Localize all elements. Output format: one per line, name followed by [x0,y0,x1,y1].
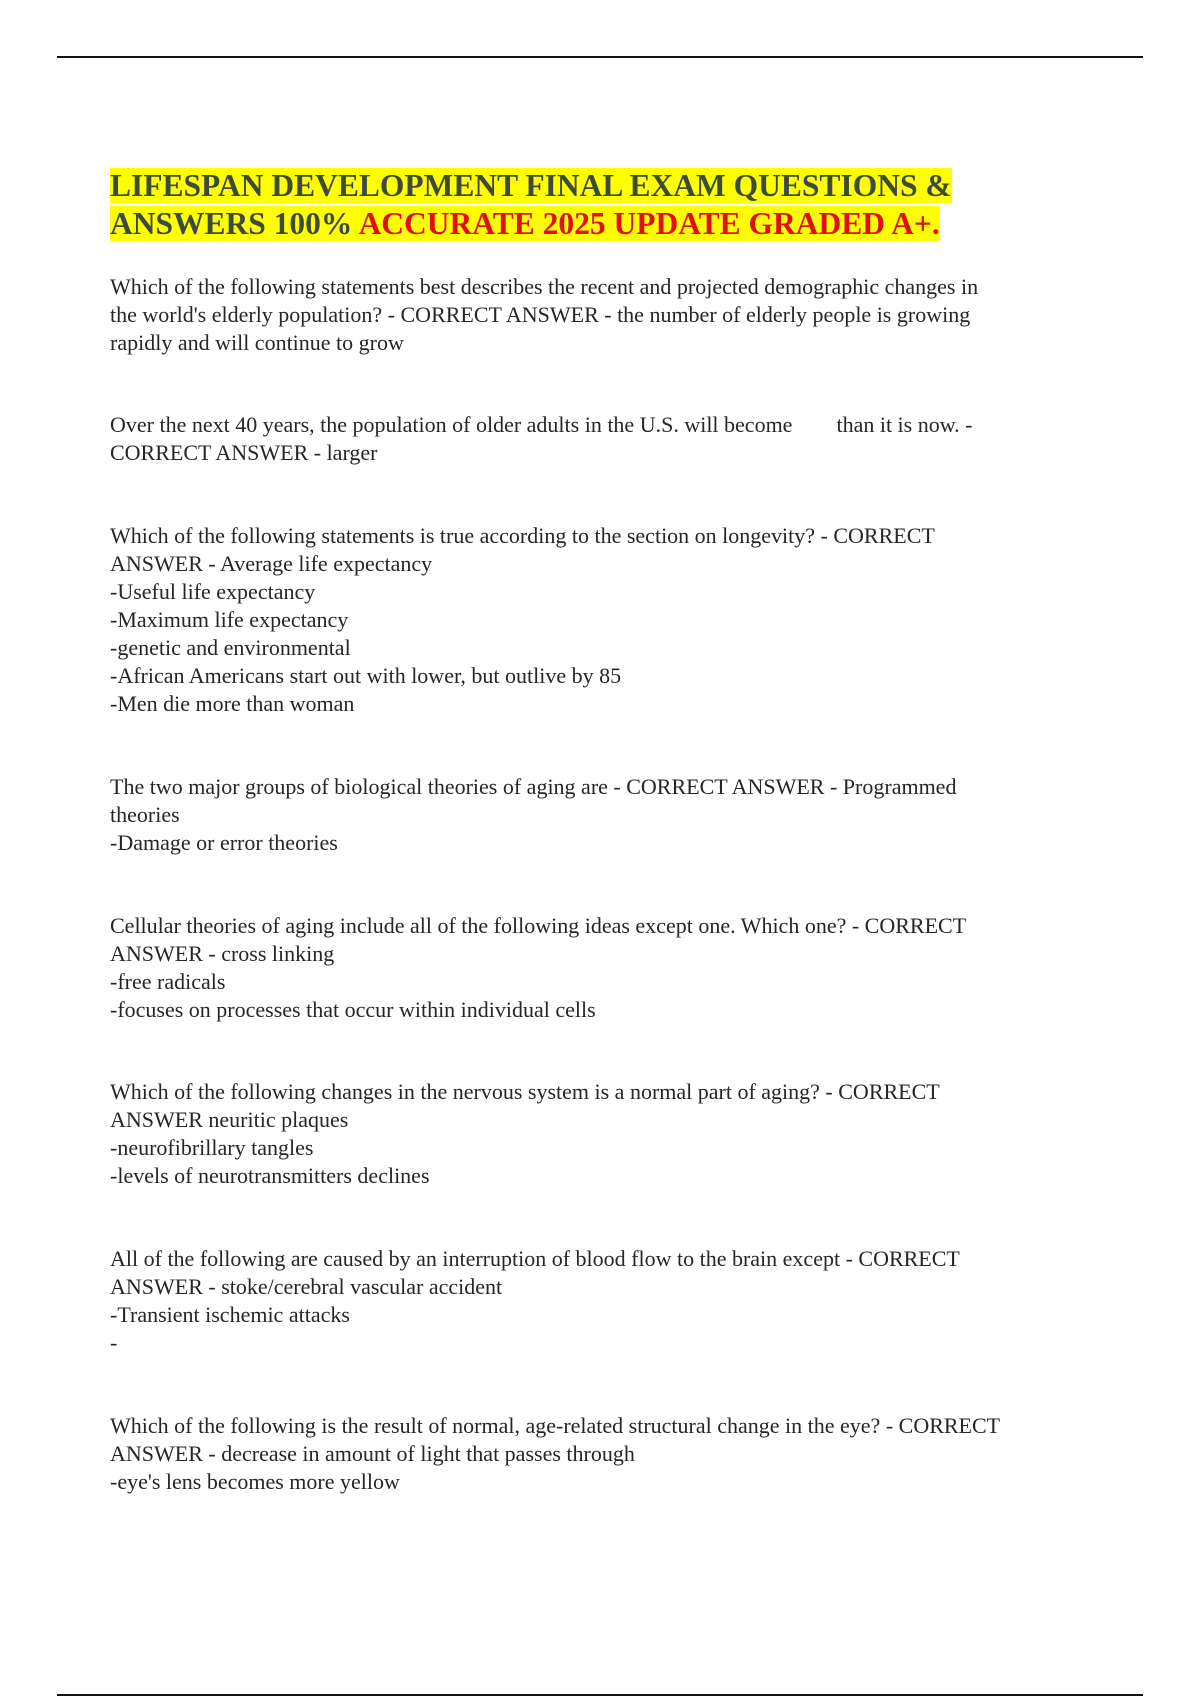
qa-line: -levels of neurotransmitters declines [110,1163,430,1188]
qa-line: Which of the following is the result of normal, age-related structural change in the eye? - CORRECT [110,1413,1001,1438]
qa-line: -genetic and environmental [110,635,351,660]
qa-item-4 [110,773,1100,857]
qa-line: -free radicals [110,969,226,994]
qa-line: -focuses on processes that occur within individual cells [110,997,596,1022]
qa-line: -Maximum life expectancy [110,607,349,632]
document-title [110,167,1110,243]
qa-line: -Damage or error theories [110,830,338,855]
qa-line: -neurofibrillary tangles [110,1135,314,1160]
qa-line: -eye's lens becomes more yellow [110,1469,400,1494]
qa-line: ANSWER - stoke/cerebral vascular accident [110,1274,503,1299]
qa-line: Which of the following statements is true according to the section on longevity? - CORRECT [110,523,935,548]
qa-line: The two major groups of biological theories of aging are - CORRECT ANSWER - Programmed [110,774,957,799]
qa-line: Over the next 40 years, the population of older adults in the U.S. will become than it is now. - [110,412,973,437]
qa-item-2 [110,411,1100,467]
qa-line: ANSWER neuritic plaques [110,1107,349,1132]
qa-line: -Useful life expectancy [110,579,316,604]
qa-line: Cellular theories of aging include all of the following ideas except one. Which one? - CORRECT [110,913,967,938]
qa-line: CORRECT ANSWER - larger [110,440,378,465]
qa-line: -African Americans start out with lower, but outlive by 85 [110,663,622,688]
qa-line: ANSWER - decrease in amount of light that passes through [110,1441,635,1466]
qa-line: ANSWER - cross linking [110,941,335,966]
qa-item-1 [110,273,1100,357]
bottom-rule [57,1694,1143,1696]
top-rule [57,56,1143,58]
qa-line: rapidly and will continue to grow [110,330,404,355]
qa-line: Which of the following statements best describes the recent and projected demographic changes in [110,274,979,299]
qa-item-5 [110,912,1100,1024]
qa-item-7 [110,1245,1100,1357]
title-part-1: LIFESPAN DEVELOPMENT FINAL EXAM QUESTIONS & ANSWERS 100% [110,168,952,241]
qa-line: the world's elderly population? - CORRECT ANSWER - the number of elderly people is growing [110,302,971,327]
qa-item-6 [110,1078,1100,1190]
qa-line: All of the following are caused by an interruption of blood flow to the brain except - CORRECT [110,1246,960,1271]
qa-line: theories [110,802,180,827]
qa-line: - [110,1330,118,1355]
qa-item-8 [110,1412,1100,1496]
qa-line: -Men die more than woman [110,691,355,716]
qa-line: ANSWER - Average life expectancy [110,551,433,576]
qa-item-3 [110,522,1100,718]
title-part-2: ACCURATE 2025 UPDATE GRADED A+. [358,206,940,241]
qa-line: Which of the following changes in the nervous system is a normal part of aging? - CORRECT [110,1079,940,1104]
qa-line: -Transient ischemic attacks [110,1302,350,1327]
